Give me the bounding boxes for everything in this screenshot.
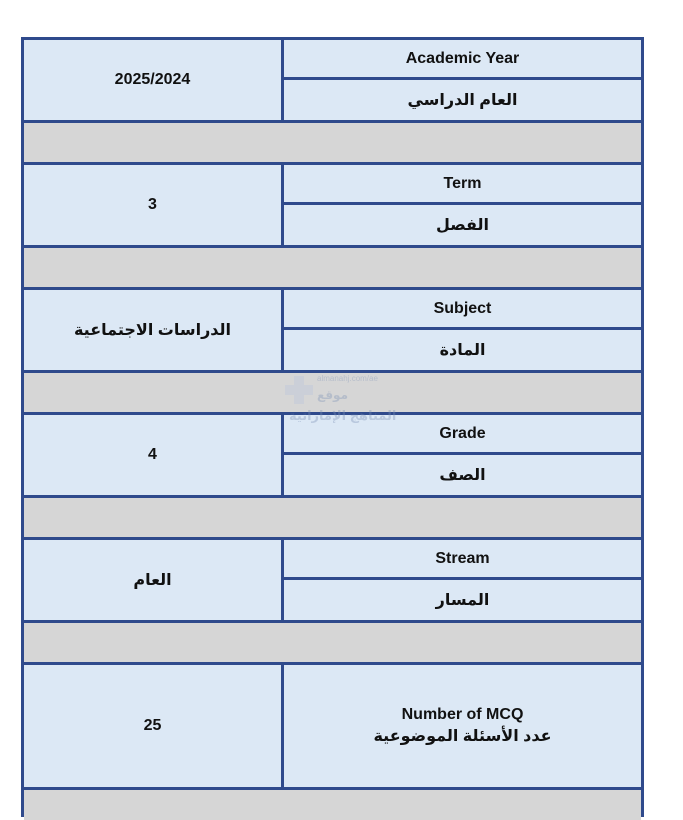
term-value: 3 <box>24 165 284 245</box>
academic-year-label-ar: العام الدراسي <box>407 92 518 109</box>
row-stream <box>24 540 641 623</box>
grade-value: 4 <box>24 415 284 495</box>
spacer-row <box>24 123 641 165</box>
watermark-line1: موقع <box>317 388 349 402</box>
grade-label-ar: الصف <box>439 467 486 484</box>
stream-label-ar: المسار <box>435 592 490 609</box>
subject-label-en: Subject <box>284 290 641 330</box>
spacer-row <box>24 790 641 820</box>
term-label-ar: الفصل <box>435 217 490 234</box>
row-term <box>24 165 641 248</box>
spacer-row <box>24 498 641 540</box>
term-label-en: Term <box>284 165 641 205</box>
subject-value: الدراسات الاجتماعية <box>24 290 284 370</box>
academic-year-value: 2025/2024 <box>24 40 284 120</box>
row-grade <box>24 415 641 498</box>
mcq-count-label-ar: عدد الأسئلة الموضوعية <box>373 728 552 745</box>
watermark-line2: المناهج الإماراتية <box>289 408 397 423</box>
row-mcq-count <box>24 665 641 790</box>
watermark-site: almanahj.com/ae <box>317 374 378 383</box>
academic-year-label-en: Academic Year <box>284 40 641 80</box>
row-subject <box>24 290 641 373</box>
mcq-count-value: 25 <box>24 665 284 787</box>
stream-label-en: Stream <box>284 540 641 580</box>
spacer-row <box>24 623 641 665</box>
spacer-row <box>24 248 641 290</box>
subject-label-ar: المادة <box>439 342 486 359</box>
exam-info-table <box>21 37 644 817</box>
stream-value: العام <box>24 540 284 620</box>
row-academic-year <box>24 40 641 123</box>
mcq-count-label <box>284 665 641 787</box>
grade-label-en: Grade <box>284 415 641 455</box>
mcq-count-label-en: Number of MCQ <box>401 706 524 723</box>
spacer-row <box>24 373 641 415</box>
